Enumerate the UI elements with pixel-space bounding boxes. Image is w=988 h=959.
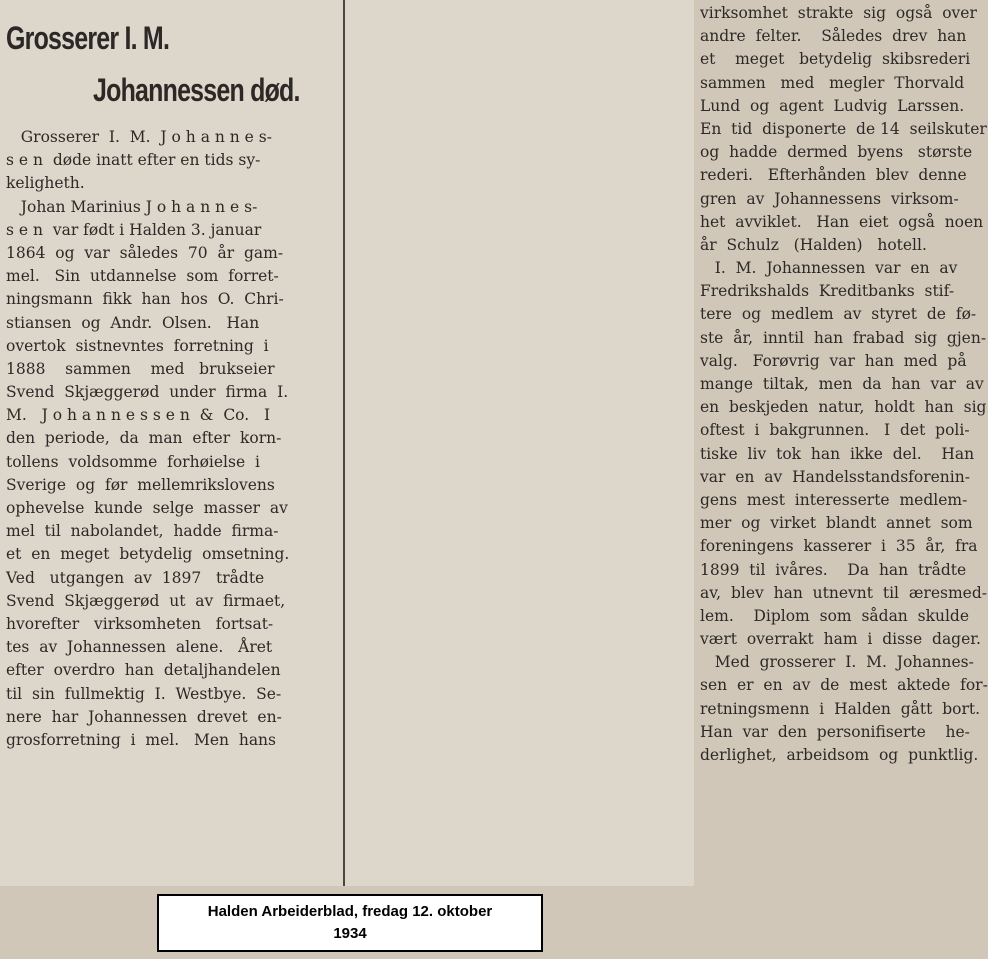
right-column-line: et meget betydelig skibsrederi <box>700 50 971 69</box>
right-column-line: valg. Forøvrig var han med på <box>700 351 967 370</box>
right-column-line: Fredrikshalds Kreditbanks stif- <box>700 282 955 301</box>
left-column-line: et en meget betydelig omsetning. <box>6 545 290 564</box>
right-column-line: lem. Diplom som sådan skulde <box>700 606 970 625</box>
left-column-line: Grosserer I. M. J o h a n n e s- <box>6 128 272 146</box>
right-column-line: En tid disponerte de 14 seilskuter <box>700 119 987 138</box>
left-column-line: 1888 sammen med brukseier <box>6 359 275 378</box>
left-column-line: ningsmann fikk han hos O. Chri- <box>6 290 284 309</box>
left-column-line: Ved utgangen av 1897 trådte <box>6 568 265 587</box>
right-column-line: 1899 til ivåres. Da han trådte <box>700 560 967 579</box>
left-column-line: M. J o h a n n e s s e n & Co. I <box>6 406 271 425</box>
right-column-line: andre felter. Således drev han <box>700 27 967 46</box>
right-column-line: retningsmenn i Halden gått bort. <box>700 699 981 718</box>
left-column <box>0 0 342 848</box>
left-column-line: nere har Johannessen drevet en- <box>6 707 282 726</box>
left-column-line: tollens voldsomme forhøielse i <box>6 452 260 471</box>
right-column-line: gren av Johannessens virksom- <box>700 189 959 208</box>
left-column-line: Johan Marinius J o h a n n e s- <box>6 197 258 216</box>
right-column-text <box>700 2 988 767</box>
left-column-line: efter overdro han detaljhandelen <box>6 661 281 680</box>
right-column-line: gens mest interesserte medlem- <box>700 490 968 509</box>
left-column-text <box>6 126 289 752</box>
right-column-line: rederi. Efterhånden blev denne <box>700 166 967 185</box>
right-column-line: sen er en av de mest aktede for- <box>700 676 988 695</box>
right-column-line: en beskjeden natur, holdt han sig <box>700 398 987 417</box>
right-column-line: oftest i bakgrunnen. I det poli- <box>700 421 970 440</box>
right-column-line: år Schulz (Halden) hotell. <box>700 235 927 254</box>
column-divider <box>343 0 345 886</box>
right-column-line: foreningens kasserer i 35 år, fra <box>700 537 978 556</box>
left-column-line: overtok sistnevntes forretning i <box>6 336 269 355</box>
right-column-line: var en av Handelsstandsforenin- <box>700 467 970 486</box>
right-column-line: virksomhet strakte sig også over <box>700 4 977 22</box>
left-column-line: 1864 og var således 70 år gam- <box>6 243 284 262</box>
caption-box <box>157 894 543 952</box>
left-column-line: s e n var født i Halden 3. januar <box>6 220 262 239</box>
left-column-line: mel. Sin utdannelse som forret- <box>6 267 279 286</box>
left-column-line: ophevelse kunde selge masser av <box>6 499 288 517</box>
left-column-line: den periode, da man efter korn- <box>6 429 282 448</box>
left-column-line: keligheth. <box>6 174 85 193</box>
right-column-line: vært overrakt ham i disse dager. <box>700 630 981 649</box>
right-column-line: tere og medlem av styret de fø- <box>700 305 977 324</box>
left-column-line: til sin fullmektig I. Westbye. Se- <box>6 684 282 703</box>
right-column-line: derlighet, arbeidsom og punktlig. <box>700 746 979 764</box>
right-column-line: og hadde dermed byens største <box>700 143 973 162</box>
right-column-line: mange tiltak, men da han var av <box>700 375 984 393</box>
right-column-line: tiske liv tok han ikke del. Han <box>700 444 975 463</box>
headline-line-2: Johannessen død. <box>93 72 300 108</box>
caption-line-1: Halden Arbeiderblad, fredag 12. oktober <box>207 903 493 920</box>
right-column-line: I. M. Johannessen var en av <box>700 259 958 278</box>
left-column-line: grosforretning i mel. Men hans <box>6 730 276 749</box>
right-column-line: het avviklet. Han eiet også noen <box>700 212 984 231</box>
right-column <box>346 0 988 886</box>
left-column-line: Svend Skjæggerød ut av firmaet, <box>6 591 286 610</box>
right-column-line: Han var den personifiserte he- <box>700 722 970 741</box>
left-column-line: stiansen og Andr. Olsen. Han <box>6 313 260 332</box>
right-column-line: Lund og agent Ludvig Larssen. <box>700 96 965 115</box>
headline-line-1: Grosserer I. M. <box>6 20 170 56</box>
caption-line-2: 1934 <box>333 925 367 942</box>
right-column-line: av, blev han utnevnt til æresmed- <box>700 583 987 602</box>
left-column-line: tes av Johannessen alene. Året <box>6 638 273 657</box>
left-column-line: Svend Skjæggerød under firma I. <box>6 383 289 402</box>
left-column-line: Sverige og før mellemrikslovens <box>6 475 275 494</box>
left-column-line: mel til nabolandet, hadde firma- <box>6 522 279 541</box>
left-column-line: hvorefter virksomheten fortsat- <box>6 614 274 633</box>
left-column-line: s e n døde inatt efter en tids sy- <box>6 151 261 170</box>
right-column-line: Med grosserer I. M. Johannes- <box>700 653 974 672</box>
right-column-line: ste år, inntil han frabad sig gjen- <box>700 328 987 347</box>
right-column-line: sammen med megler Thorvald <box>700 73 965 92</box>
right-column-line: mer og virket blandt annet som <box>700 514 973 533</box>
